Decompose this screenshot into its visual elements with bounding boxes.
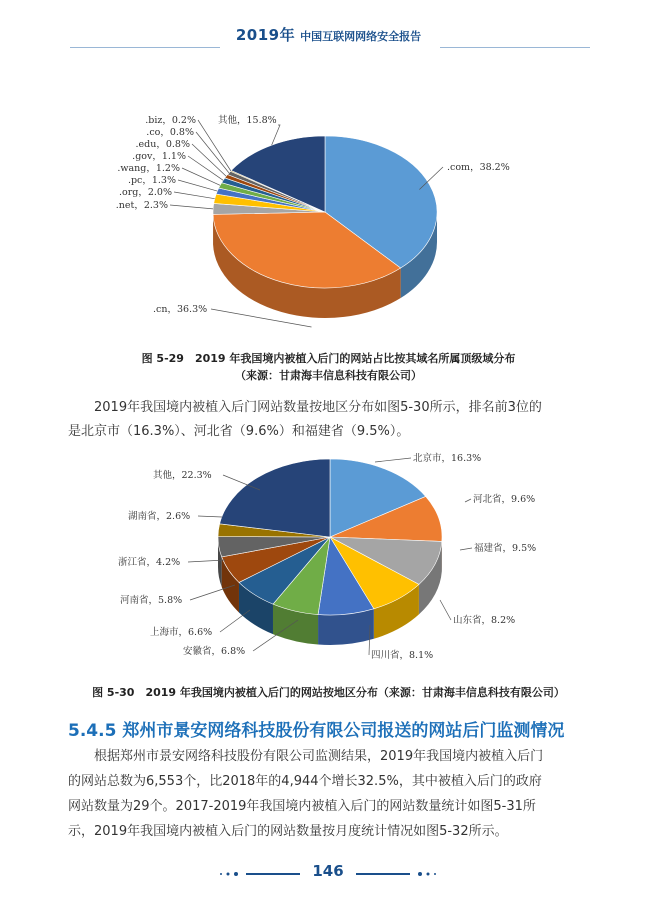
paragraph-line: 示，2019年我国境内被植入后门的网站数量按月度统计情况如图5-32所示。 bbox=[68, 824, 508, 839]
chart2-data-label-2-leader bbox=[460, 548, 472, 550]
chart2-data-label-2: 福建省，9.5% bbox=[474, 543, 537, 554]
chart2-data-label-4: 四川省，8.1% bbox=[371, 650, 434, 661]
chart2-data-label-5: 安徽省，6.8% bbox=[183, 646, 246, 657]
chart2-data-label-8: 浙江省，4.2% bbox=[118, 557, 181, 568]
chart2-data-label-6: 上海市，6.6% bbox=[150, 627, 213, 638]
chart2-data-label-0: 北京市，16.3% bbox=[413, 453, 482, 464]
chart1-data-label-9: .biz，0.2% bbox=[145, 115, 196, 126]
header-year: 2019年 bbox=[235, 26, 296, 44]
chart2-data-label-0-leader bbox=[375, 458, 411, 462]
page-number: 146 bbox=[312, 862, 344, 880]
header-rule-left bbox=[70, 47, 220, 48]
chart-tld-pie bbox=[100, 112, 520, 342]
chart1-data-label-10: 其他，15.8% bbox=[218, 115, 277, 126]
chart-region-pie bbox=[80, 450, 560, 668]
pie-top-group bbox=[218, 459, 442, 615]
figure-5-29-caption: 图 5-29 2019 年我国境内被植入后门的网站占比按其域名所属顶级域分布 bbox=[141, 352, 516, 365]
chart2-data-label-10: 其他，22.3% bbox=[153, 470, 212, 481]
chart2-data-label-6-leader bbox=[220, 610, 250, 632]
paragraph-line: 是北京市（16.3%）、河北省（9.6%）和福建省（9.5%）。 bbox=[68, 424, 410, 439]
header-title bbox=[0, 24, 657, 45]
figure-5-30-caption: 图 5-30 2019 年我国境内被植入后门的网站按地区分布（来源：甘肃海丰信息科技有限公司） bbox=[92, 686, 565, 699]
chart2-data-label-9: 湖南省，2.6% bbox=[128, 511, 191, 522]
figure-5-29-source: （来源：甘肃海丰信息科技有限公司） bbox=[235, 369, 422, 382]
paragraph-line: 根据郑州市景安网络科技股份有限公司监测结果，2019年我国境内被植入后门 bbox=[94, 749, 544, 764]
paragraph-line: 的网站总数为6,553个，比2018年的4,944个增长32.5%，其中被植入后门的政府 bbox=[68, 774, 542, 789]
paragraph-line: 2019年我国境内被植入后门网站数量按地区分布如图5-30所示，排名前3位的 bbox=[94, 400, 542, 415]
chart1-data-label-7: .edu，0.8% bbox=[135, 139, 190, 150]
chart1-data-label-4: .pc，1.3% bbox=[127, 175, 176, 186]
chart1-data-label-0: .com，38.2% bbox=[447, 162, 510, 173]
chart1-data-label-3: .org，2.0% bbox=[119, 187, 172, 198]
header-report-name: 中国互联网网络安全报告 bbox=[300, 30, 422, 43]
page-header bbox=[0, 0, 657, 58]
section-heading: 5.4.5 郑州市景安网络科技股份有限公司报送的网站后门监测情况 bbox=[68, 721, 565, 741]
chart1-data-label-1: .cn，36.3% bbox=[153, 304, 208, 315]
chart2-data-label-9-leader bbox=[198, 516, 222, 517]
chart1-data-label-2-leader bbox=[170, 205, 213, 209]
chart2-data-label-7: 河南省，5.8% bbox=[120, 595, 183, 606]
chart1-data-label-7-leader bbox=[192, 144, 226, 176]
paragraph-jingan bbox=[68, 744, 588, 844]
chart1-data-label-8: .co，0.8% bbox=[146, 127, 194, 138]
pie-top-group bbox=[213, 136, 437, 288]
paragraph-line: 网站数量为29个。2017-2019年我国境内被植入后门的网站数量统计如图5-31所 bbox=[68, 799, 536, 814]
chart1-data-label-9-leader bbox=[198, 120, 231, 171]
chart1-data-label-2: .net，2.3% bbox=[115, 200, 168, 211]
chart1-data-label-6: .gov，1.1% bbox=[132, 151, 186, 162]
chart1-data-label-3-leader bbox=[174, 192, 215, 199]
chart1-data-label-10-leader bbox=[272, 125, 280, 145]
chart2-data-label-1: 河北省，9.6% bbox=[473, 494, 536, 505]
chart2-data-label-3-leader bbox=[440, 600, 451, 620]
chart2-data-label-1-leader bbox=[465, 499, 471, 502]
chart2-data-label-3: 山东省，8.2% bbox=[453, 615, 516, 626]
pie-slice-2-10 bbox=[220, 459, 330, 537]
paragraph-region-intro bbox=[68, 396, 588, 444]
chart1-data-label-5: .wang，1.2% bbox=[117, 163, 180, 174]
header-rule-right bbox=[440, 47, 590, 48]
